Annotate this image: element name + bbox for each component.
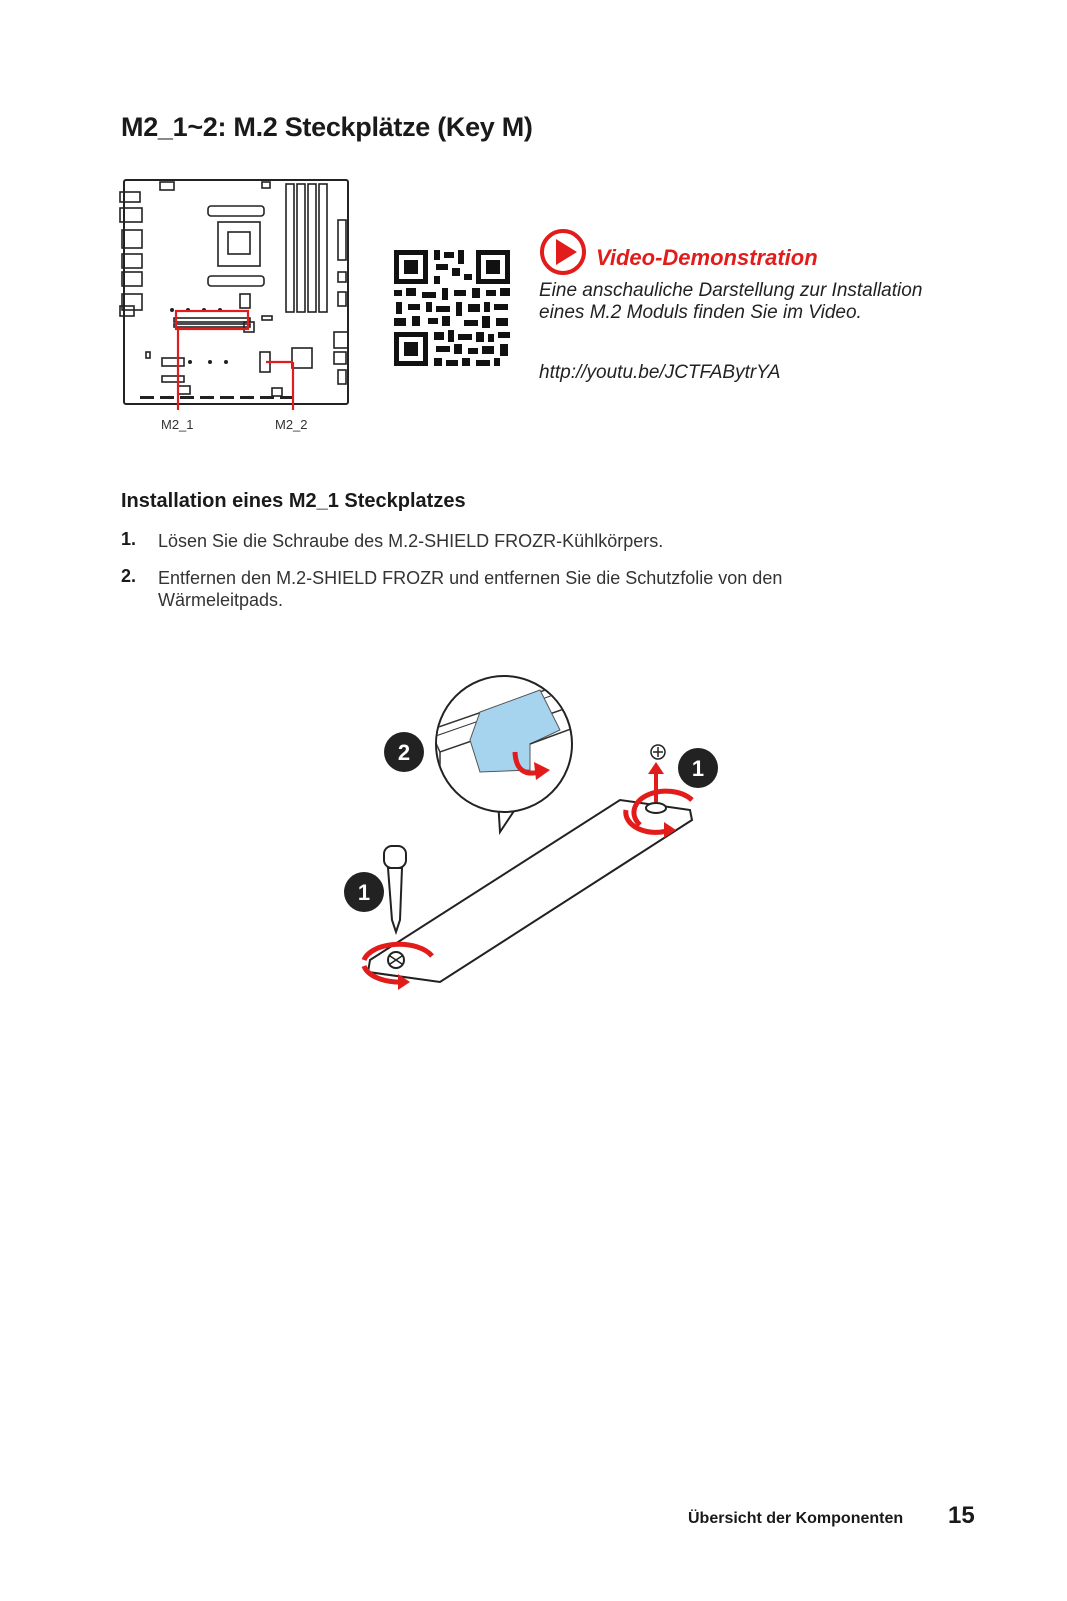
step-number: 1. — [121, 529, 137, 549]
footer-section-label: Übersicht der Komponenten — [688, 1510, 904, 1527]
screw-icon — [388, 952, 404, 968]
step-text: Entfernen den M.2-SHIELD FROZR und entfernen Sie die Schutzfolie von den Wärmeleitpads. — [158, 568, 783, 610]
svg-text:1: 1 — [357, 880, 371, 905]
svg-text:2: 2 — [397, 740, 411, 765]
m2-shield-illustration — [330, 660, 730, 1000]
svg-text:1: 1 — [691, 756, 705, 781]
screwdriver-icon — [384, 846, 406, 932]
section-heading: Installation eines M2_1 Steckplatzes — [121, 490, 466, 512]
step-item — [121, 566, 136, 587]
qr-code — [392, 248, 512, 368]
m2-heatsink — [368, 800, 692, 982]
play-circle-icon[interactable] — [538, 227, 588, 277]
m2-2-label: M2_2 — [275, 417, 308, 432]
zoom-callout — [430, 676, 590, 832]
motherboard-diagram — [116, 172, 356, 442]
film-step-badge — [384, 732, 424, 772]
m2-1-label: M2_1 — [161, 417, 194, 432]
page-number: 15 — [948, 1502, 975, 1529]
left-screw-step-badge — [344, 872, 384, 912]
video-description: Eine anschauliche Darstellung zur Installation eines M.2 Moduls finden Sie im Video. — [539, 280, 923, 323]
step-number: 2. — [121, 566, 137, 586]
page-title: M2_1~2: M.2 Steckplätze (Key M) — [121, 112, 533, 142]
step-text: Lösen Sie die Schraube des M.2-SHIELD FROZR-Kühlkörpers. — [158, 531, 664, 551]
video-url-link[interactable]: http://youtu.be/JCTFABytrYA — [539, 362, 781, 383]
right-screw-step-badge — [678, 748, 718, 788]
step-item — [121, 529, 136, 550]
video-title: Video-Demonstration — [596, 245, 818, 270]
